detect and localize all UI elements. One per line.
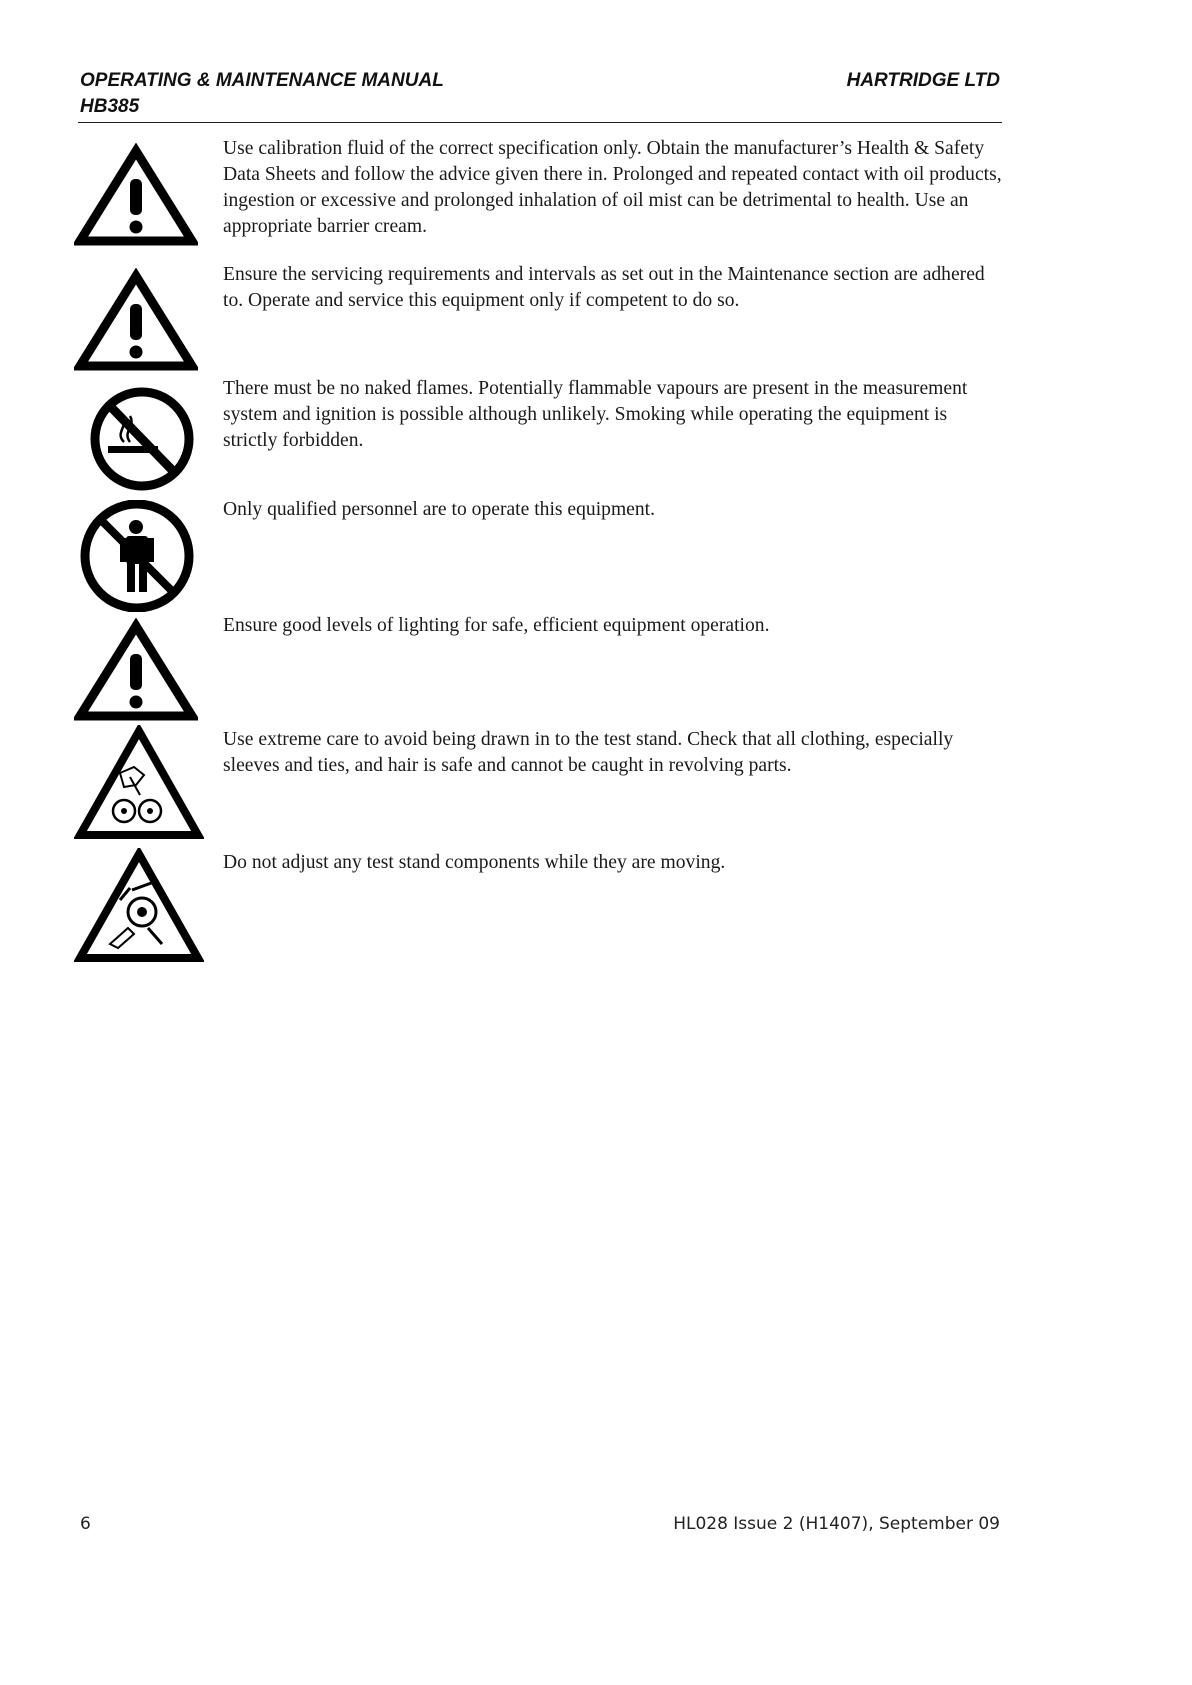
header-divider	[78, 122, 1002, 123]
warning-text-lighting: Ensure good levels of lighting for safe, efficient equipment operation.	[223, 615, 770, 636]
general-warning-icon	[74, 268, 204, 372]
general-warning-icon	[74, 143, 204, 247]
warning-text-calibration-fluid: Use calibration fluid of the correct specification only. Obtain the manufacturer’s Health & Safety Data Sheets and follow the advice given there in. Prolonged and repeated contact with oil products, ingestion or excessive and prolonged inhalation of oil mist can be detrimental to health. Use an appropriate barrier cream.	[223, 138, 1002, 237]
company-name: HARTRIDGE LTD	[846, 70, 1000, 91]
no-unauthorised-persons-icon	[74, 500, 204, 612]
no-smoking-icon	[74, 384, 204, 494]
warning-text-qualified-personnel: Only qualified personnel are to operate this equipment.	[223, 499, 656, 520]
warning-text-entanglement: Use extreme care to avoid being drawn in to the test stand. Check that all clothing, especially sleeves and ties, and hair is safe and cannot be caught in revolving parts.	[223, 729, 954, 776]
entanglement-hazard-icon	[74, 725, 204, 841]
page-number: 6	[80, 1514, 91, 1534]
document-reference: HL028 Issue 2 (H1407), September 09	[673, 1514, 1000, 1534]
general-warning-icon	[74, 618, 204, 722]
warning-text-naked-flames: There must be no naked flames. Potentially flammable vapours are present in the measurement system and ignition is possible although unlikely. Smoking while operating the equipment is strictly forbidden.	[223, 378, 968, 451]
moving-parts-hazard-icon	[74, 848, 204, 964]
manual-title: OPERATING & MAINTENANCE MANUAL	[80, 70, 444, 91]
warning-text-moving-components: Do not adjust any test stand components while they are moving.	[223, 852, 726, 873]
warning-text-servicing: Ensure the servicing requirements and intervals as set out in the Maintenance section are adhered to. Operate and service this equipment only if competent to do so.	[223, 264, 985, 311]
model-number: HB385	[80, 96, 140, 117]
